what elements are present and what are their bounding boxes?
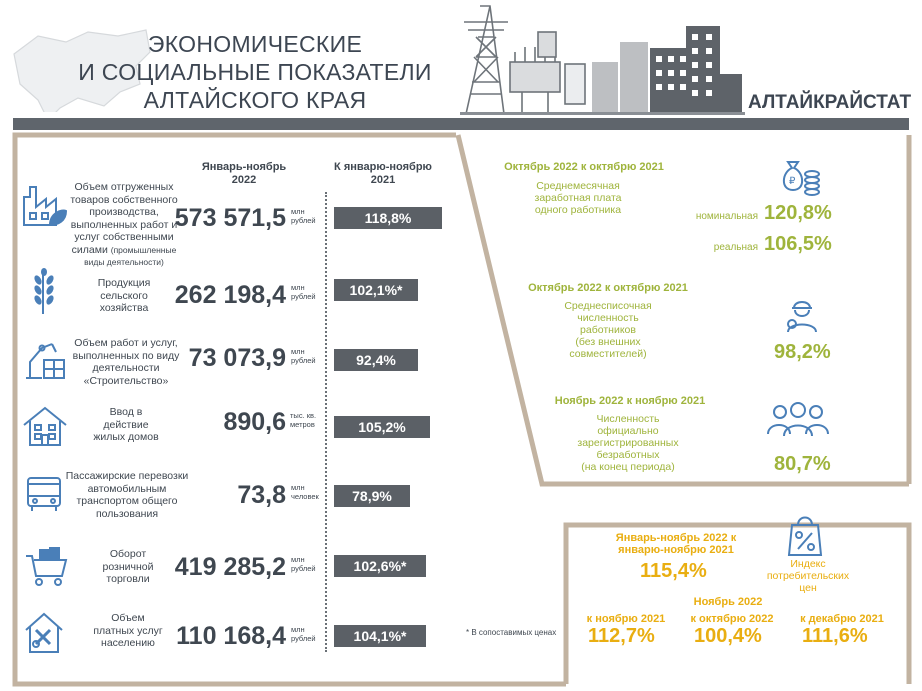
row-percent: 118,8%: [364, 210, 412, 226]
row-percent-box: [334, 349, 418, 371]
row-percent: 102,1%*: [349, 282, 403, 298]
row-unit: млн рублей: [291, 347, 316, 365]
employees-description: [556, 300, 660, 360]
wage-nominal-value: 120,8%: [764, 202, 832, 224]
cpi-item-label: к ноябрю 2021: [586, 613, 666, 625]
row-percent-box: [334, 485, 410, 507]
employees-description-note: (без внешних совместителей): [569, 336, 647, 360]
money-bag-coins-icon: [776, 156, 822, 196]
row-label: Продукция сельского хозяйства: [97, 277, 151, 314]
column-header-2022: Январь-ноябрь 2022: [201, 161, 287, 186]
unemployed-value: 80,7%: [774, 453, 831, 475]
worker-helmet-icon: [782, 294, 822, 334]
row-value: 73,8: [237, 481, 286, 509]
row-percent: 104,1%*: [353, 628, 407, 644]
cpi-ytd-title: Январь-ноябрь 2022 к январю-ноябрю 2021: [615, 532, 737, 556]
row-percent: 105,2%: [358, 419, 406, 435]
unemployed-period-title: Ноябрь 2022 к ноябрю 2021: [554, 395, 706, 407]
row-label: Оборот розничной торговли: [102, 548, 154, 585]
employees-period-title: Октябрь 2022 к октябрю 2021: [528, 282, 688, 294]
employees-description-text: Среднесписочная численность работников: [564, 300, 652, 336]
cpi-item-label: к октябрю 2022: [690, 613, 774, 625]
row-percent: 92,4%: [356, 352, 396, 368]
cpi-item-value: 111,6%: [802, 625, 868, 647]
row-unit: млн рублей: [291, 207, 316, 225]
title-line-3: АЛТАЙСКОГО КРАЯ: [143, 87, 367, 113]
row-label: Ввод в действие жилых домов: [93, 406, 159, 443]
cpi-label: Индекс потребительских цен: [766, 558, 850, 594]
row-percent: 102,6%*: [353, 558, 407, 574]
row-label: Объем платных услуг населению: [93, 612, 163, 649]
cpi-month-title: Ноябрь 2022: [693, 596, 763, 608]
factory-icon: [20, 183, 68, 229]
people-group-icon: [766, 402, 830, 440]
cpi-item-label: к декабрю 2021: [800, 613, 884, 625]
wage-nominal-label: номинальная: [695, 211, 758, 222]
row-label-text: Объем отгруженных товаров собственного производства, выполненных работ и услуг собственными силами: [70, 181, 178, 256]
row-value: 262 198,4: [174, 281, 286, 309]
wage-real-value: 106,5%: [764, 233, 832, 255]
row-value: 73 073,9: [188, 344, 286, 372]
row-percent-box: [334, 555, 426, 577]
house-tools-icon: [22, 610, 68, 656]
agency-name: АЛТАЙКРАЙСТАТ: [748, 92, 912, 113]
row-label: [62, 181, 186, 269]
footnote: * В сопоставимых ценах: [466, 628, 557, 637]
row-label-note: (промышленные виды деятельности): [84, 244, 177, 267]
bus-icon: [24, 474, 64, 514]
cpi-item-value: 112,7%: [588, 625, 655, 647]
employees-value: 98,2%: [774, 341, 831, 363]
row-label: Пассажирские перевозки автомобильным транспортом общего пользования: [65, 470, 189, 520]
title-line-1: ЭКОНОМИЧЕСКИЕ: [147, 31, 363, 57]
wheat-icon: [26, 268, 62, 316]
row-percent-box: [334, 416, 430, 438]
svg-text:₽: ₽: [789, 176, 796, 187]
house-icon: [22, 405, 68, 447]
unemployed-description-text: Численность официально зарегистрированных безработных: [577, 413, 679, 461]
wage-description: Среднемесячная заработная плата одного работника: [534, 180, 622, 216]
row-percent-box: [334, 207, 442, 229]
row-percent: 78,9%: [352, 488, 392, 504]
shopping-cart-icon: [24, 544, 68, 588]
unemployed-description: [566, 413, 690, 473]
row-unit: тыс. кв. метров: [290, 411, 317, 429]
row-value: 890,6: [223, 408, 286, 436]
unemployed-description-note: (на конец периода): [581, 461, 675, 473]
column-divider: [325, 192, 327, 652]
row-percent-box: [334, 625, 426, 647]
wage-period-title: Октябрь 2022 к октябрю 2021: [504, 161, 664, 173]
column-header-2021: К январю-ноябрю 2021: [334, 161, 432, 186]
cpi-item-value: 100,4%: [694, 625, 762, 647]
row-value: 110 168,4: [176, 622, 286, 650]
cpi-ytd-value: 115,4%: [640, 560, 707, 582]
row-unit: млн рублей: [291, 555, 316, 573]
row-value: 419 285,2: [174, 553, 286, 581]
crane-boxes-icon: [22, 336, 68, 382]
shopping-bag-percent-icon: [786, 513, 824, 557]
wage-real-label: реальная: [713, 242, 758, 253]
row-unit: млн рублей: [291, 625, 316, 643]
row-label: Объем работ и услуг, выполненных по виду деятельности «Строительство»: [72, 337, 180, 387]
row-value: 573 571,5: [174, 204, 286, 232]
row-unit: млн рублей: [291, 283, 316, 301]
title-line-2: И СОЦИАЛЬНЫЕ ПОКАЗАТЕЛИ: [78, 59, 432, 85]
row-percent-box: [334, 279, 418, 301]
row-unit: млн человек: [291, 483, 319, 501]
